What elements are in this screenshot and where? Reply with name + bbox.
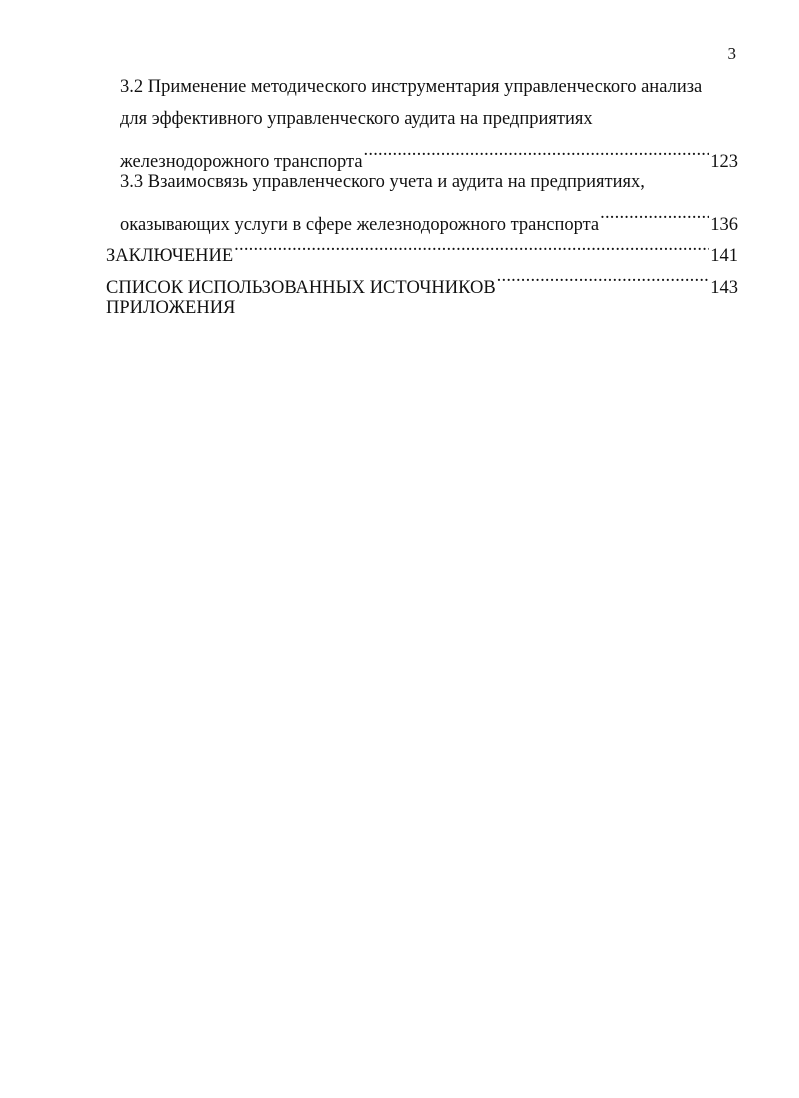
toc-references-title: СПИСОК ИСПОЛЬЗОВАННЫХ ИСТОЧНИКОВ <box>106 277 496 298</box>
dot-leader <box>497 261 710 293</box>
toc-entry-3-3 <box>106 198 738 235</box>
dot-leader <box>364 135 710 167</box>
toc-entry-3-2 <box>106 135 738 172</box>
toc-3-2-line-2: для эффективного управленческого аудита на предприятиях <box>120 108 593 129</box>
toc-3-3-line-1: 3.3 Взаимосвязь управленческого учета и аудита на предприятиях, <box>120 171 645 192</box>
table-of-contents <box>106 72 738 324</box>
toc-3-2-line-3: железнодорожного транспорта <box>120 151 363 172</box>
toc-3-3-line-2: оказывающих услуги в сфере железнодорожного транспорта <box>120 214 600 235</box>
toc-3-2-page: 123 <box>710 151 738 172</box>
page-number: 3 <box>727 44 736 63</box>
toc-3-3-page: 136 <box>710 214 738 235</box>
toc-3-2-line-1: 3.2 Применение методического инструментария управленческого анализа <box>120 77 703 97</box>
toc-conclusion-title: ЗАКЛЮЧЕНИЕ <box>106 246 234 266</box>
toc-conclusion-page: 141 <box>710 246 738 266</box>
toc-appendices-title: ПРИЛОЖЕНИЯ <box>106 297 236 318</box>
toc-references-page: 143 <box>710 277 738 298</box>
dot-leader <box>600 198 709 230</box>
dot-leader <box>234 230 709 262</box>
